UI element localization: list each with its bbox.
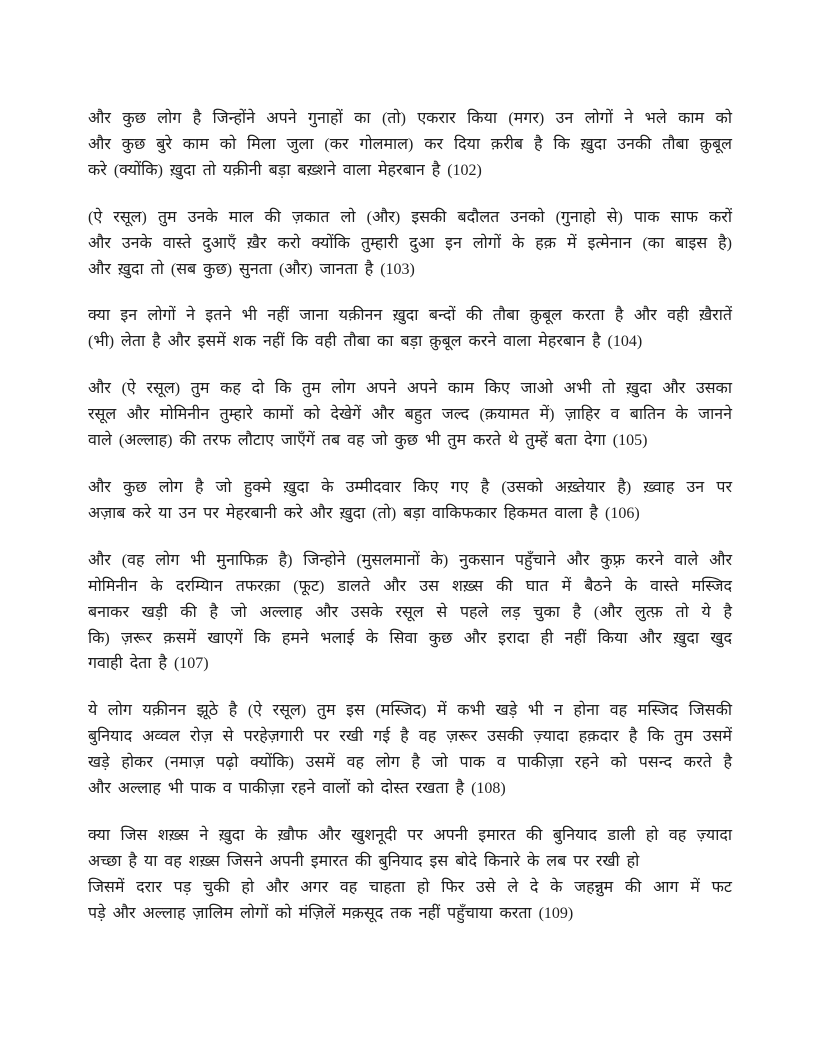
- text-line: और अल्लाह भी पाक व पाकीज़ा रहने वालों को दोस्त रखता है (108): [88, 780, 506, 798]
- text-line: और कुछ लोग है जिन्होंने अपने गुनाहों का (तो) एकरार किया (मगर) उन लोगों ने भले काम को: [88, 110, 732, 127]
- text-content: [88, 106, 732, 948]
- text-line: और उनके वास्ते दुआएँ ख़ैर करो क्योंकि तुम्हारी दुआ इन लोगों के हक़ में इत्मेनान (का बाइस है): [88, 234, 732, 252]
- verse-paragraph-102: [88, 106, 732, 184]
- text-line: बनाकर खड़ी की है जो अल्लाह और उसके रसूल से पहले लड़ चुका है (और लुत्फ़ तो ये है: [88, 603, 732, 621]
- text-line: (ऐ रसूल) तुम उनके माल की ज़कात लो (और) इसकी बदौलत उनको (गुनाहो से) पाक साफ करों: [88, 208, 732, 226]
- text-line: पड़े और अल्लाह ज़ालिम लोगों को मंज़िलें मक़सूद तक नहीं पहुँचाया करता (109): [88, 904, 574, 922]
- text-line: और (वह लोग भी मुनाफिक़ है) जिन्होने (मुसलमानों के) नुकसान पहुँचाने और कुफ़्र करने वाले और: [88, 551, 732, 569]
- text-line: ये लोग यक़ीनन झूठे है (ऐ रसूल) तुम इस (मस्जिद) में कभी खड़े भी न होना वह मस्जिद जिसकी: [88, 702, 732, 720]
- text-line: और कुछ बुरे काम को मिला जुला (कर गोलमाल) कर दिया क़रीब है कि ख़ुदा उनकी तौबा क़ुबूल: [88, 135, 732, 153]
- text-line: क्या जिस शख़्स ने ख़ुदा के ख़ौफ और खुशनूदी पर अपनी इमारत की बुनियाद डाली हो वह ज़्यादा: [88, 826, 732, 844]
- text-line: बुनियाद अव्वल रोज़ से परहेज़गारी पर रखी गई है वह ज़रूर उसकी ज़्यादा हक़दार है कि तुम उसमें: [88, 728, 732, 746]
- verse-paragraph-109: [88, 823, 732, 927]
- text-line: अच्छा है या वह शख़्स जिसने अपनी इमारत की बुनियाद इस बोदे किनारे के लब पर रखी हो: [88, 852, 640, 870]
- verse-paragraph-103: [88, 205, 732, 283]
- text-line: और (ऐ रसूल) तुम कह दो कि तुम लोग अपने अपने काम किए जाओ अभी तो ख़ुदा और उसका: [88, 380, 732, 398]
- text-line: अज़ाब करे या उन पर मेहरबानी करे और ख़ुदा (तो) बड़ा वाकिफकार हिकमत वाला है (106): [88, 504, 640, 522]
- text-line: रसूल और मोमिनीन तुम्हारे कामों को देखेगें और बहुत जल्द (क़यामत में) ज़ाहिर व बातिन के जानने: [88, 406, 732, 424]
- verse-paragraph-104: [88, 303, 732, 355]
- verse-paragraph-108: [88, 698, 732, 802]
- text-line: जिसमें दरार पड़ चुकी हो और अगर वह चाहता हो फिर उसे ले दे के जहन्नुम की आग में फट: [88, 878, 732, 896]
- text-line: वाले (अल्लाह) की तरफ लौटाए जाएँगें तब वह जो कुछ भी तुम करते थे तुम्हें बता देगा (105): [88, 432, 648, 450]
- text-line: और कुछ लोग है जो हुक्मे ख़ुदा के उम्मीदवार किए गए है (उसको अख़्तेयार है) ख़्वाह उन पर: [88, 478, 732, 496]
- text-line: कि) ज़रूर क़समें खाएगें कि हमने भलाई के सिवा कुछ और इरादा ही नहीं किया और ख़ुदा खुद: [88, 629, 732, 647]
- text-line: और ख़ुदा तो (सब कुछ) सुनता (और) जानता है (103): [88, 260, 415, 278]
- text-line: क्या इन लोगों ने इतने भी नहीं जाना यक़ीनन ख़ुदा बन्दों की तौबा क़ुबूल करता है और वही ख़ैरातें: [88, 307, 732, 325]
- text-line: गवाही देता है (107): [88, 655, 209, 673]
- verse-paragraph-106: [88, 475, 732, 527]
- verse-paragraph-105: [88, 376, 732, 454]
- text-line: (भी) लेता है और इसमें शक नहीं कि वही तौबा का बड़ा क़ुबूल करने वाला मेहरबान है (104): [88, 333, 643, 351]
- text-line: खड़े होकर (नमाज़ पढ़ो क्योंकि) उसमें वह लोग है जो पाक व पाकीज़ा रहने को पसन्द करते है: [88, 754, 732, 772]
- text-line: मोमिनीन के दरम्यिान तफरक़ा (फूट) डालते और उस शख़्स की घात में बैठने के वास्ते मस्जिद: [88, 577, 732, 595]
- verse-paragraph-107: [88, 548, 732, 678]
- text-line: करे (क्योंकि) ख़ुदा तो यक़ीनी बड़ा बख़्शने वाला मेहरबान है (102): [88, 161, 482, 179]
